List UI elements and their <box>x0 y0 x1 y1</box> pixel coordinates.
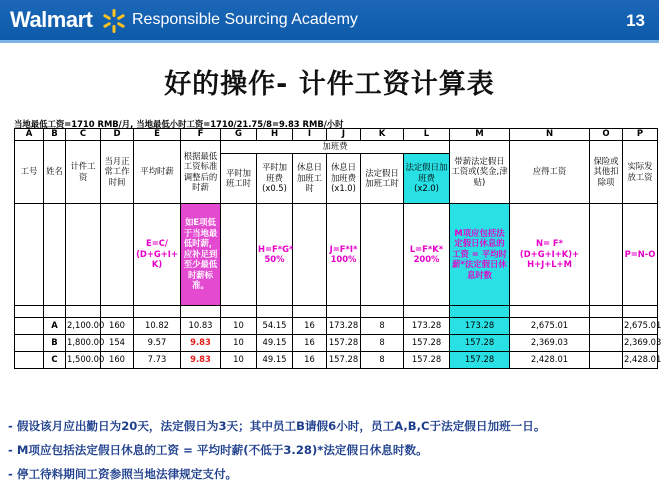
header-bar <box>0 0 659 43</box>
col-letter: G <box>221 129 257 141</box>
header-overtime-group: 加班费 <box>221 140 450 153</box>
formula-cell-empty <box>361 203 404 305</box>
cell-normal-hours: 160 <box>101 351 134 368</box>
col-letter: O <box>590 129 623 141</box>
header-holiday-pay: 带薪法定假日工资或(奖金,津贴) <box>450 140 510 203</box>
col-letter: I <box>293 129 327 141</box>
cell-employee-id <box>15 317 44 334</box>
col-letter: P <box>623 129 658 141</box>
formula-h: H=F*G* 50% <box>257 203 293 305</box>
col-letter: H <box>257 129 293 141</box>
cell-deductions <box>590 334 623 351</box>
header-name: 姓名 <box>44 140 66 203</box>
formula-l: L=F*K* 200% <box>404 203 450 305</box>
header-holiday-ot-hours: 法定假日加班工时 <box>361 153 404 203</box>
min-wage-note: 当地最低工资=1710 RMB/月, 当地最低小时工资=1710/21.75/8=9.83 RMB/小时 <box>14 119 344 129</box>
formula-n: N= F*(D+G+I+K)+ H+J+L+M <box>510 203 590 305</box>
notes-list <box>8 420 653 492</box>
formula-cell-empty <box>221 203 257 305</box>
piece-wage-table <box>14 128 661 369</box>
page-number: 13 <box>626 11 645 30</box>
cell-piece-wage: 2,100.00 <box>66 317 101 334</box>
cell-weekday-ot-pay: 54.15 <box>257 317 293 334</box>
header-row-1 <box>15 140 658 153</box>
cell-weekday-ot-pay: 49.15 <box>257 334 293 351</box>
cell-restday-ot-hours: 16 <box>293 334 327 351</box>
cell-employee-id <box>15 334 44 351</box>
formula-cell-empty <box>101 203 134 305</box>
cell-gross-wage: 2,675.01 <box>510 317 590 334</box>
cell-weekday-ot-hours: 10 <box>221 334 257 351</box>
cell-adjusted-hourly: 9.83 <box>181 351 221 368</box>
formula-cell-empty <box>590 203 623 305</box>
col-letter: C <box>66 129 101 141</box>
cell-holiday-ot-pay: 157.28 <box>404 351 450 368</box>
header-holiday-ot-pay: 法定假日加班费 (x2.0) <box>404 153 450 203</box>
formula-j: J=F*I* 100% <box>327 203 361 305</box>
header-deductions: 保险或其他扣除项 <box>590 140 623 203</box>
formula-f: 如E项低于当地最低时薪，应补足到至少最低时薪标准。 <box>181 203 221 305</box>
cell-restday-ot-pay: 157.28 <box>327 334 361 351</box>
cell-holiday-pay: 157.28 <box>450 334 510 351</box>
col-letter: D <box>101 129 134 141</box>
cell-avg-hourly: 9.57 <box>134 334 181 351</box>
cell-restday-ot-pay: 173.28 <box>327 317 361 334</box>
cell-deductions <box>590 317 623 334</box>
cell-net-wage: 2,675.01 <box>623 317 658 334</box>
formula-m: M项应包括法定假日休息的工资 = 平均时薪*法定假日休息时数 <box>450 203 510 305</box>
formula-row <box>15 203 658 305</box>
col-letter: L <box>404 129 450 141</box>
cell-net-wage: 2,369.03 <box>623 334 658 351</box>
note-item: - 假设该月应出勤日为20天，法定假日为3天；其中员工B请假6小时，员工A,B,C于法定假日加班一日。 <box>8 419 546 433</box>
cell-holiday-ot-hours: 8 <box>361 351 404 368</box>
cell-restday-ot-hours: 16 <box>293 351 327 368</box>
formula-cell-empty <box>15 203 44 305</box>
cell-name: C <box>44 351 66 368</box>
cell-name: A <box>44 317 66 334</box>
walmart-spark-icon <box>101 8 127 34</box>
spacer-row <box>15 305 658 317</box>
note-item: - 停工待料期间工资参照当地法律规定支付。 <box>8 466 238 481</box>
cell-deductions <box>590 351 623 368</box>
col-letter: B <box>44 129 66 141</box>
col-letter: M <box>450 129 510 141</box>
table-row <box>15 317 658 334</box>
cell-restday-ot-hours: 16 <box>293 317 327 334</box>
header-gross-wage: 应得工资 <box>510 140 590 203</box>
cell-weekday-ot-hours: 10 <box>221 351 257 368</box>
cell-net-wage: 2,428.01 <box>623 351 658 368</box>
cell-holiday-ot-hours: 8 <box>361 317 404 334</box>
cell-adjusted-hourly: 9.83 <box>181 334 221 351</box>
col-letter: N <box>510 129 590 141</box>
cell-weekday-ot-hours: 10 <box>221 317 257 334</box>
col-letter: K <box>361 129 404 141</box>
cell-piece-wage: 1,500.00 <box>66 351 101 368</box>
table-row <box>15 334 658 351</box>
cell-holiday-pay: 157.28 <box>450 351 510 368</box>
formula-cell-empty <box>44 203 66 305</box>
header-normal-hours: 当月正常工作时间 <box>101 140 134 203</box>
formula-cell-empty <box>66 203 101 305</box>
header-restday-ot-hours: 休息日加班工时 <box>293 153 327 203</box>
formula-cell-empty <box>293 203 327 305</box>
header-employee-id: 工号 <box>15 140 44 203</box>
cell-gross-wage: 2,369.03 <box>510 334 590 351</box>
header-piece-wage: 计件工资 <box>66 140 101 203</box>
cell-holiday-ot-hours: 8 <box>361 334 404 351</box>
col-letter: F <box>181 129 221 141</box>
cell-piece-wage: 1,800.00 <box>66 334 101 351</box>
column-letter-row <box>15 129 658 141</box>
col-letter: E <box>134 129 181 141</box>
table-row <box>15 351 658 368</box>
col-letter: J <box>327 129 361 141</box>
header-restday-ot-pay: 休息日加班费 (x1.0) <box>327 153 361 203</box>
cell-normal-hours: 160 <box>101 317 134 334</box>
header-net-wage: 实际发放工资 <box>623 140 658 203</box>
formula-p: P=N-O <box>623 203 658 305</box>
cell-adjusted-hourly: 10.83 <box>181 317 221 334</box>
walmart-logo-text: Walmart <box>10 7 93 32</box>
cell-weekday-ot-pay: 49.15 <box>257 351 293 368</box>
cell-avg-hourly: 10.82 <box>134 317 181 334</box>
slide-title: 好的操作- 计件工资计算表 <box>164 69 495 100</box>
header-weekday-ot-pay: 平时加班费 (x0.5) <box>257 153 293 203</box>
col-letter: A <box>15 129 44 141</box>
cell-holiday-pay: 173.28 <box>450 317 510 334</box>
cell-restday-ot-pay: 157.28 <box>327 351 361 368</box>
academy-name: Responsible Sourcing Academy <box>132 11 358 28</box>
formula-e: E=C/ (D+G+I+ K) <box>134 203 181 305</box>
cell-gross-wage: 2,428.01 <box>510 351 590 368</box>
cell-holiday-ot-pay: 157.28 <box>404 334 450 351</box>
header-weekday-ot-hours: 平时加班工时 <box>221 153 257 203</box>
header-adjusted-hourly: 根据最低工资标准调整后的时薪 <box>181 140 221 203</box>
cell-employee-id <box>15 351 44 368</box>
note-item: - M项应包括法定假日休息的工资 = 平均时薪(不低于3.28)*法定假日休息时数。 <box>8 442 428 457</box>
cell-name: B <box>44 334 66 351</box>
cell-avg-hourly: 7.73 <box>134 351 181 368</box>
cell-holiday-ot-pay: 173.28 <box>404 317 450 334</box>
cell-normal-hours: 154 <box>101 334 134 351</box>
header-avg-hourly: 平均时薪 <box>134 140 181 203</box>
